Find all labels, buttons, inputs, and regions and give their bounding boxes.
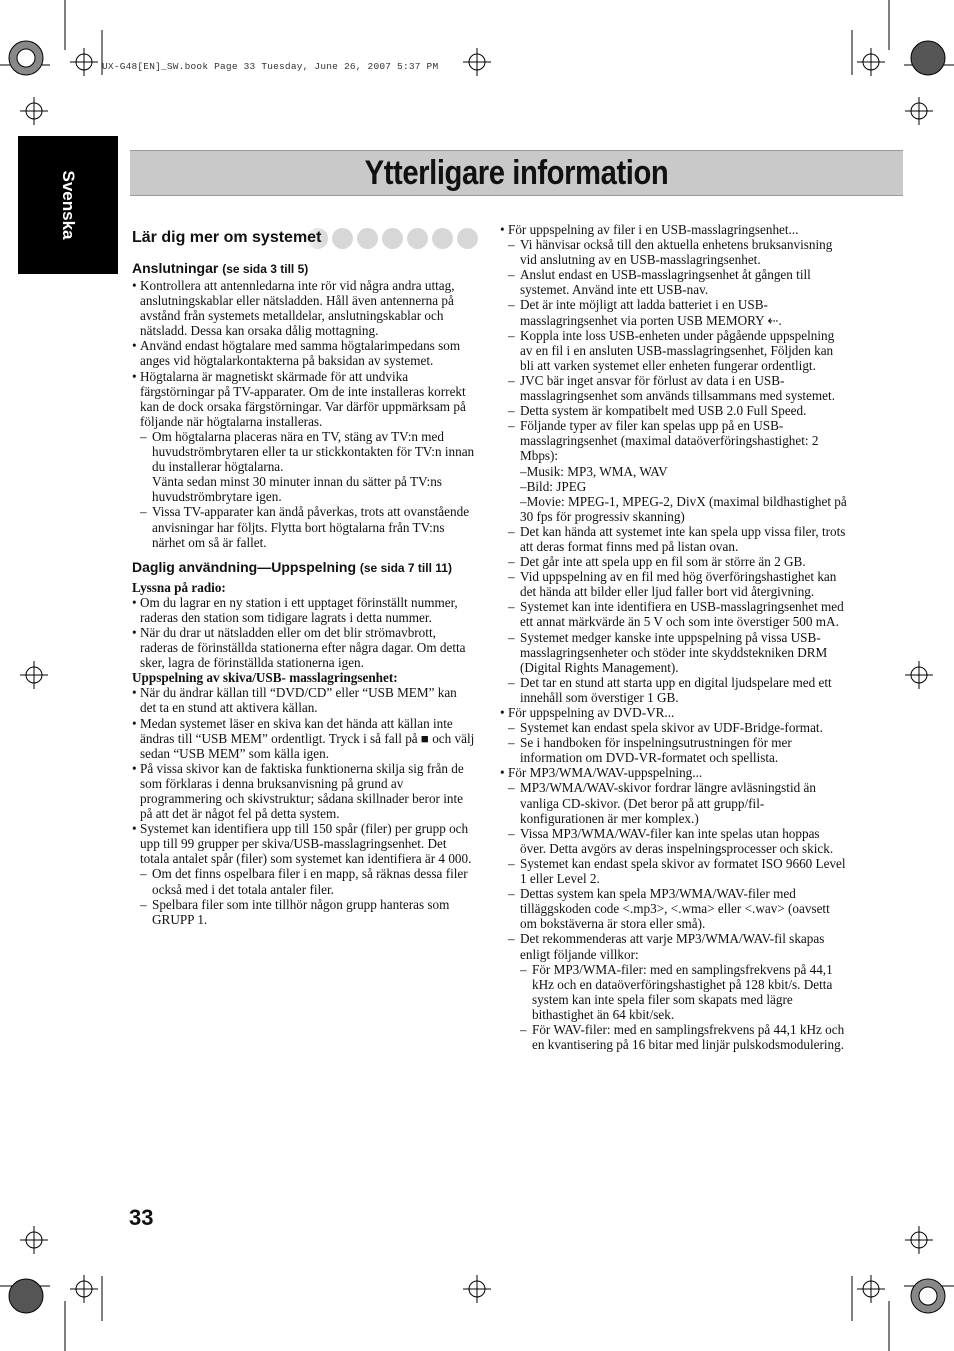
language-tab [18, 136, 118, 274]
list-subitem: – Vissa MP3/WMA/WAV-filer kan inte spelas utan hoppas över. Detta avgörs av deras inspelningsprocesser och skick. [500, 826, 848, 856]
list-subsubitem: – För MP3/WMA-filer: med en samplingsfrekvens på 44,1 kHz och en dataöverföringshastighet på 128 kbit/s. Detta system kan inte spela filer som skapats med lägre bithastighet än 64 kbit/sek. [500, 962, 848, 1022]
list-subitem: – Systemet kan endast spela skivor av UDF-Bridge-format. [500, 720, 848, 735]
list-subitem: – Följande typer av filer kan spelas upp på en USB-masslagringsenhet (maximal dataöverföringshastighet: 2 Mbps): [500, 418, 848, 463]
right-column [500, 222, 848, 1052]
radio-heading: Lyssna på radio: [132, 579, 226, 595]
list-subitem: – Se i handboken för inspelningsutrustningen för mer information om DVD-VR-formatet och spellista. [500, 735, 848, 765]
list-item: • Medan systemet läser en skiva kan det hända att källan inte ändras till “USB MEM” ordentligt. Tryck i så fall på ■ och välj sedan “USB MEM” som källa igen. [132, 716, 476, 761]
list-subitem: – Det tar en stund att starta upp en digital ljudspelare med ett innehåll som överstiger 1 GB. [500, 675, 848, 705]
list-subitem: – Systemet kan endast spela skivor av formatet ISO 9660 Level 1 eller Level 2. [500, 856, 848, 886]
list-item: • För uppspelning av filer i en USB-masslagringsenhet... [500, 222, 848, 237]
list-subitem: – Vid uppspelning av en fil med hög överföringshastighet kan det hända att bilder eller ljud faller bort vid återgivning. [500, 569, 848, 599]
list-subitem: – Vissa TV-apparater kan ändå påverkas, trots att ovanstående anvisningar har följts. Flytta bort högtalarna från TV:ns närhet om så är fallet. [132, 504, 476, 549]
subheading-connections: Anslutningar (se sida 3 till 5) [132, 260, 309, 276]
file-type-line: –Musik: MP3, WMA, WAV [520, 463, 668, 479]
list-item: • Kontrollera att antennledarna inte rör vid några andra uttag, anslutningskablar eller nätsladden. Håll även antennerna på avstånd från systemets metalldelar, anslutningskablar och nätsladd. Dessa kan orsaka dålig mottagning. [132, 278, 476, 338]
list-subsubitem: – För WAV-filer: med en samplingsfrekvens på 44,1 kHz och en kvantisering på 16 bitar med linjär pulskodsmodulering. [500, 1022, 848, 1052]
file-type-line: –Bild: JPEG [520, 478, 587, 494]
list-item: • För MP3/WMA/WAV-uppspelning... [500, 765, 848, 780]
list-subitem: – Detta system är kompatibelt med USB 2.0 Full Speed. [500, 403, 848, 418]
list-subitem: – Spelbara filer som inte tillhör någon grupp hanteras som GRUPP 1. [132, 897, 476, 927]
print-header-line: UX-G48[EN]_SW.book Page 33 Tuesday, June 26, 2007 5:37 PM [102, 61, 439, 72]
left-column [132, 260, 476, 927]
title-bar [130, 150, 903, 196]
section-heading [132, 227, 474, 251]
language-tab-label: Svenska [59, 170, 78, 240]
list-item: • Högtalarna är magnetiskt skärmade för att undvika färgstörningar på TV-apparater. Om de inte installeras korrekt kan de dock orsaka färgstörningar. Var därför uppmärksam på följande när högtalarna installeras. [132, 369, 476, 429]
list-subitem: – Om högtalarna placeras nära en TV, stäng av TV:n med huvudströmbrytaren eller ta ur stickkontakten för TV:n innan du installerar högtalarna. [132, 429, 476, 474]
file-type-line: –Movie: MPEG-1, MPEG-2, DivX (maximal bildhastighet på 30 fps för progressiv skanning) [520, 493, 847, 524]
list-subitem: – Dettas system kan spela MP3/WMA/WAV-filer med tilläggskoden code <.mp3>, <.wma> eller <.wav> (oavsett om bokstäverna är stora eller små). [500, 886, 848, 931]
section-heading-label: Lär dig mer om systemet [132, 227, 327, 249]
list-item: • När du drar ut nätsladden eller om det blir strömavbrott, raderas de förinställda stationerna efter några dagar. Om detta sker, lagra de förinställda stationerna igen. [132, 625, 476, 670]
page-number: 33 [129, 1205, 154, 1230]
list-subitem: – Systemet kan inte identifiera en USB-masslagringsenhet med ett annat märkvärde än 5 V och som inte överstiger 500 mA. [500, 599, 848, 629]
page-title: Ytterligare information [364, 154, 669, 192]
list-item: • Systemet kan identifiera upp till 150 spår (filer) per grupp och upp till 99 grupper per skiva/USB-masslagringsenhet. Det totala antalet spår (filer) som systemet kan identifiera är 4 000. [132, 821, 476, 866]
list-item: • Om du lagrar en ny station i ett upptaget förinställt nummer, raderas den station som tidigare lagrats i detta nummer. [132, 595, 476, 625]
list-subitem: – Det kan hända att systemet inte kan spela upp vissa filer, trots att deras format finns med på listan ovan. [500, 524, 848, 554]
list-subitem-continued: Vänta sedan minst 30 minuter innan du sätter på TV:ns huvudströmbrytare igen. [152, 474, 442, 505]
list-subitem: – MP3/WMA/WAV-skivor fordrar längre avläsningstid än vanliga CD-skivor. (Det beror på att grupp/fil-konfigurationen är mer komplex.) [500, 780, 848, 825]
list-item: • När du ändrar källan till “DVD/CD” eller “USB MEM” kan det ta en stund att aktivera källan. [132, 685, 476, 715]
list-item: • För uppspelning av DVD-VR... [500, 705, 848, 720]
list-subitem: – Om det finns ospelbara filer i en mapp, så räknas dessa filer också med i det totala antaler filer. [132, 866, 476, 896]
list-subitem: – Vi hänvisar också till den aktuella enhetens bruksanvisning vid anslutning av en USB-masslagringsenhet. [500, 237, 848, 267]
list-subitem: – Det går inte att spela upp en fil som är större än 2 GB. [500, 554, 848, 569]
list-item: • Använd endast högtalare med samma högtalarimpedans som anges vid högtalarkontakterna på baksidan av systemet. [132, 338, 476, 368]
list-subitem: – Koppla inte loss USB-enheten under pågående uppspelning av en fil i en ansluten USB-masslagringsenhet, Följden kan bli att varken systemet eller enheten fungerar ordentligt. [500, 328, 848, 373]
list-subitem: – Det är inte möjligt att ladda batteriet i en USB-masslagringsenhet via porten USB MEMORY ⇠. [500, 297, 848, 327]
list-subitem: – Anslut endast en USB-masslagringsenhet åt gången till systemet. Använd inte ett USB-nav. [500, 267, 848, 297]
list-item: • På vissa skivor kan de faktiska funktionerna skilja sig från de som förklaras i denna bruksanvisning på grund av programmering och skivstruktur; sådana skillnader beror inte på att det är något fel på detta system. [132, 761, 476, 821]
subheading-daily-use: Daglig användning—Uppspelning (se sida 7 till 11) [132, 558, 452, 575]
disc-heading: Uppspelning av skiva/USB- masslagringsenhet: [132, 670, 398, 686]
list-subitem: – Systemet medger kanske inte uppspelning på vissa USB-masslagringsenheter och stöder inte skyddstekniken DRM (Digital Rights Management). [500, 630, 848, 675]
list-subitem: – Det rekommenderas att varje MP3/WMA/WAV-fil skapas enligt följande villkor: [500, 931, 848, 961]
list-subitem: – JVC bär inget ansvar för förlust av data i en USB-masslagringsenhet som används tillsammans med systemet. [500, 373, 848, 403]
